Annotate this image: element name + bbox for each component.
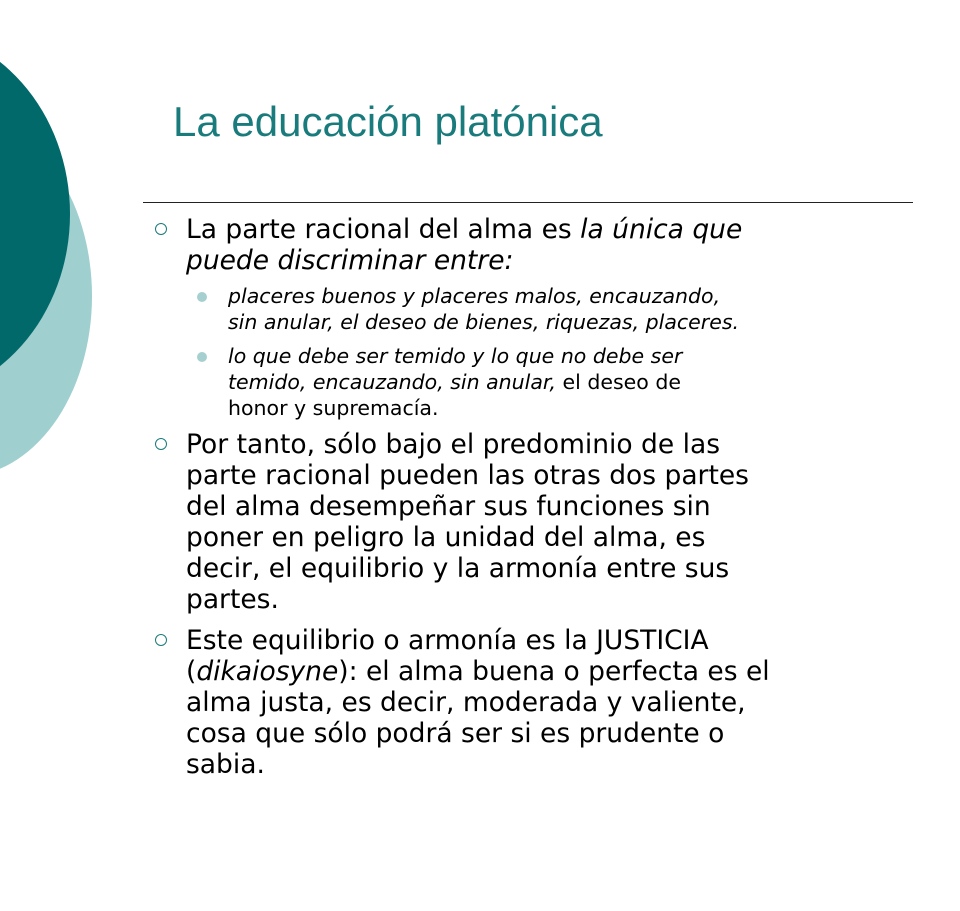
text-line (186, 625, 930, 656)
text-line (186, 460, 930, 491)
text-run: dikaiosyne (196, 656, 339, 687)
text-run: sabia. (186, 749, 265, 780)
text-run: poner en peligro la unidad del alma, es (186, 522, 706, 553)
bullet-item (150, 429, 930, 615)
bullet-item (150, 214, 930, 276)
text-line (186, 491, 930, 522)
ring-bullet-icon (155, 223, 167, 235)
ring-bullet-icon (155, 634, 167, 646)
text-run: Este equilibrio o armonía es la JUSTICIA (186, 625, 709, 656)
dot-bullet-icon (197, 292, 207, 302)
bullet-item (150, 625, 930, 780)
text-run: alma justa, es decir, moderada y valiente, (186, 687, 746, 718)
text-line (186, 522, 930, 553)
text-line (228, 395, 930, 421)
text-run: Por tanto, sólo bajo el predominio de las (186, 429, 721, 460)
title-divider (143, 202, 913, 203)
text-line (228, 309, 930, 335)
text-run: temido, encauzando, sin anular, (228, 370, 556, 394)
bullet-text (186, 214, 930, 276)
ring-bullet-icon (155, 438, 167, 450)
text-run: ): el alma buena o perfecta es el (338, 656, 770, 687)
bullet-text (186, 625, 930, 780)
text-run: partes. (186, 584, 279, 615)
dot-bullet-icon (197, 352, 207, 362)
text-run: el deseo de (556, 370, 681, 394)
text-run: ( (186, 656, 197, 687)
sub-bullet-text (228, 283, 930, 335)
text-line (186, 584, 930, 615)
text-line (186, 214, 930, 245)
text-run: La parte racional del alma es (186, 214, 581, 245)
text-run: la única que (580, 214, 743, 245)
text-run: cosa que sólo podrá ser si es prudente o (186, 718, 725, 749)
text-line (228, 369, 930, 395)
text-line (186, 245, 930, 276)
text-run: placeres buenos y placeres malos, encauzando, (228, 284, 721, 308)
sub-bullet-item (192, 283, 930, 335)
text-run: parte racional pueden las otras dos partes (186, 460, 749, 491)
text-line (186, 429, 930, 460)
text-run: lo que debe ser temido y lo que no debe ser (228, 344, 683, 368)
bullet-list (150, 214, 930, 780)
text-line (186, 687, 930, 718)
sub-bullet-list (150, 283, 930, 421)
text-run: sin anular, el deseo de bienes, riquezas, placeres. (228, 310, 740, 334)
text-line (228, 283, 930, 309)
text-run: del alma desempeñar sus funciones sin (186, 491, 711, 522)
text-line (186, 553, 930, 584)
sub-bullet-item (192, 343, 930, 421)
text-run: puede discriminar entre: (186, 245, 514, 276)
text-line (186, 749, 930, 780)
text-line (186, 656, 930, 687)
bullet-text (186, 429, 930, 615)
sub-bullet-text (228, 343, 930, 421)
text-line (186, 718, 930, 749)
slide-title: La educación platónica (173, 98, 603, 145)
text-line (228, 343, 930, 369)
text-run: honor y supremacía. (228, 396, 439, 420)
text-run: decir, el equilibrio y la armonía entre sus (186, 553, 730, 584)
